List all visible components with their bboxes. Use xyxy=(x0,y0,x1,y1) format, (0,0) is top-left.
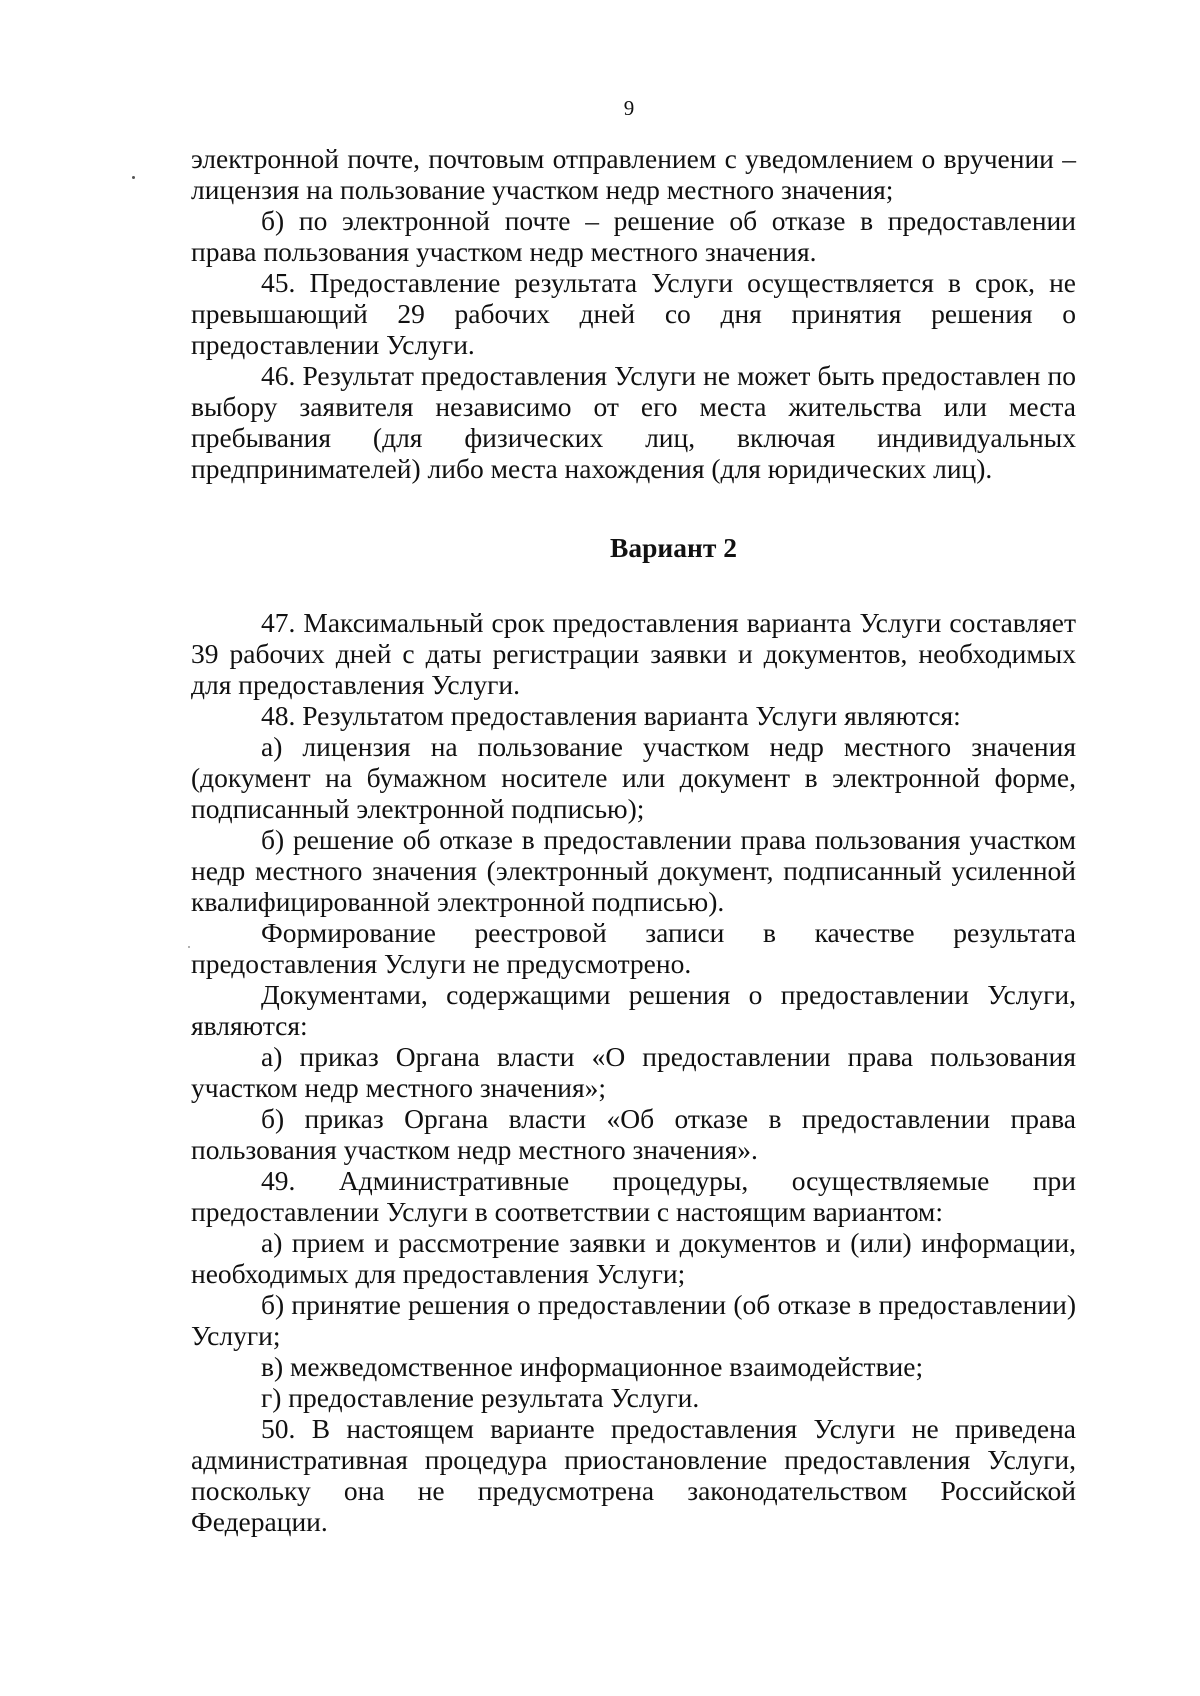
paragraph-continuation: электронной почте, почтовым отправлением с уведомлением о вручении – лицензия на пользование участком недр местного значения; xyxy=(191,143,1076,205)
paragraph-48: 48. Результатом предоставления варианта Услуги являются: xyxy=(261,700,961,731)
paragraph-order-b: б) приказ Органа власти «Об отказе в предоставлении права пользования участком недр местного значения». xyxy=(191,1103,1076,1165)
paragraph-item-b-email: б) по электронной почте – решение об отказе в предоставлении права пользования участком недр местного значения. xyxy=(191,205,1076,267)
paragraph-50: 50. В настоящем варианте предоставления Услуги не приведена административная процедура приостановление предоставления Услуги, поскольку она не предусмотрена законодательством Российской Федерации. xyxy=(191,1413,1076,1537)
scan-speck xyxy=(132,176,135,179)
paragraph-decision-documents: Документами, содержащими решения о предоставлении Услуги, являются: xyxy=(191,979,1076,1041)
document-body xyxy=(191,143,1076,1537)
section-heading-variant-2: Вариант 2 xyxy=(610,532,737,563)
paragraph-49: 49. Административные процедуры, осуществляемые при предоставлении Услуги в соответствии с настоящим вариантом: xyxy=(191,1165,1076,1227)
paragraph-49-item-g: г) предоставление результата Услуги. xyxy=(261,1382,700,1413)
page-number: 9 xyxy=(623,96,635,120)
paragraph-49-item-a: а) прием и рассмотрение заявки и документов и (или) информации, необходимых для предоставления Услуги; xyxy=(191,1227,1076,1289)
paragraph-45: 45. Предоставление результата Услуги осуществляется в срок, не превышающий 29 рабочих дней со дня принятия решения о предоставлении Услуги. xyxy=(191,267,1076,360)
paragraph-49-item-v: в) межведомственное информационное взаимодействие; xyxy=(261,1351,924,1382)
scan-speck xyxy=(188,946,190,948)
paragraph-46: 46. Результат предоставления Услуги не может быть предоставлен по выбору заявителя независимо от его места жительства или места пребывания (для физических лиц, включая индивидуальных предпринимателей) либо места нахождения (для юридических лиц). xyxy=(191,360,1076,484)
paragraph-registry-record: Формирование реестровой записи в качестве результата предоставления Услуги не предусмотрено. xyxy=(191,917,1076,979)
paragraph-48-item-a: а) лицензия на пользование участком недр местного значения (документ на бумажном носителе или документ в электронной форме, подписанный электронной подписью); xyxy=(191,731,1076,824)
paragraph-48-item-b: б) решение об отказе в предоставлении права пользования участком недр местного значения (электронный документ, подписанный усиленной квалифицированной электронной подписью). xyxy=(191,824,1076,917)
paragraph-order-a: а) приказ Органа власти «О предоставлении права пользования участком недр местного значения»; xyxy=(191,1041,1076,1103)
paragraph-47: 47. Максимальный срок предоставления варианта Услуги составляет 39 рабочих дней с даты регистрации заявки и документов, необходимых для предоставления Услуги. xyxy=(191,607,1076,700)
paragraph-49-item-b: б) принятие решения о предоставлении (об отказе в предоставлении) Услуги; xyxy=(191,1289,1076,1351)
